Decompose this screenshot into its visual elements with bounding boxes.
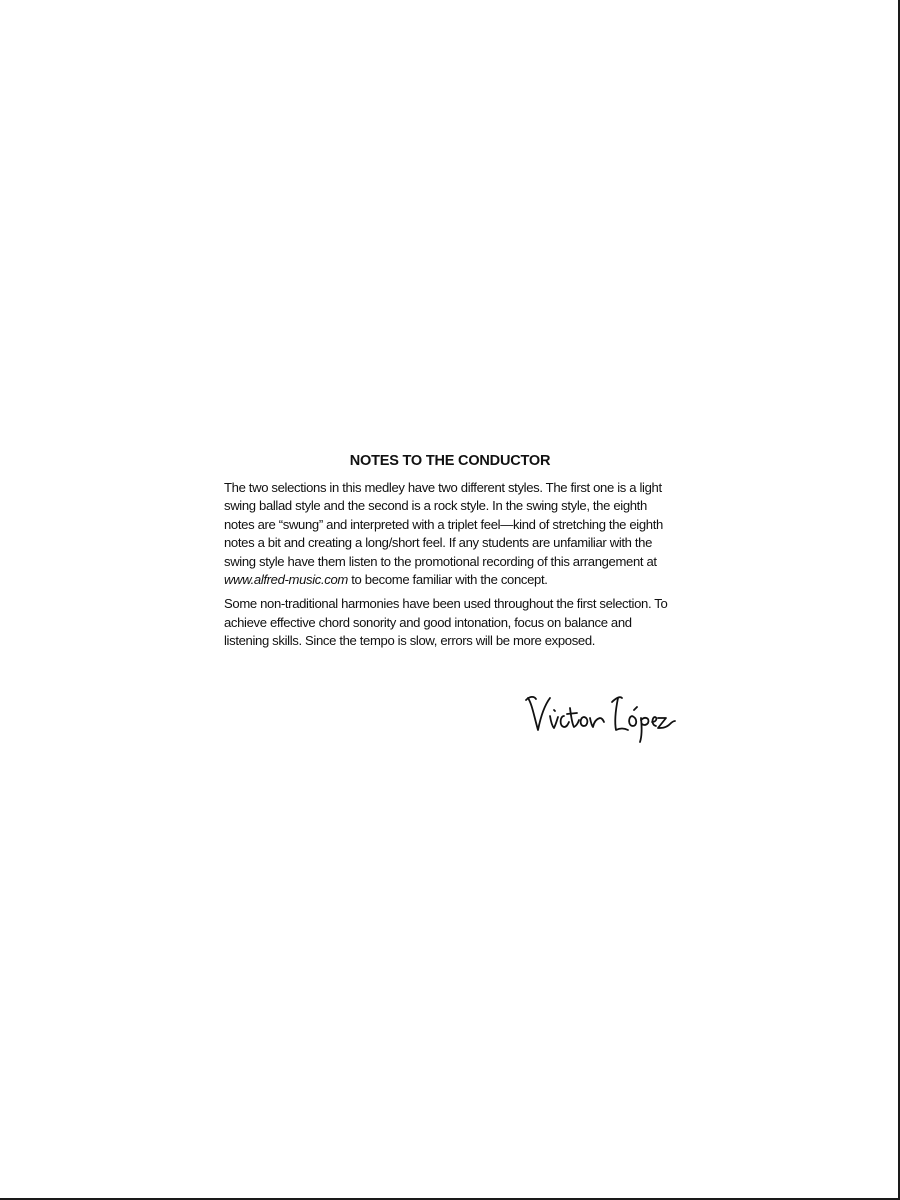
paragraph-1-text-end: to become familiar with the concept. <box>347 572 548 588</box>
notes-paragraph-1 <box>224 479 676 589</box>
website-link[interactable]: www.alfred-music.com <box>224 572 348 588</box>
notes-title: NOTES TO THE CONDUCTOR <box>349 453 551 469</box>
notes-paragraph-2: Some non-traditional harmonies have been used throughout the first selection. To achieve effective chord sonority and good intonation, focus on balance and listening skills. Since the tempo is slow, errors will be more exposed. <box>224 596 668 649</box>
signature-icon <box>524 690 676 746</box>
paragraph-1-text-start: The two selections in this medley have two different styles. The first one is a light swing ballad style and the second is a rock style. In the swing style, the eighth notes are “swung” and interpreted with a triplet feel—kind of stretching the eighth notes a bit and creating a long/short feel. If any students are unfamiliar with the swing style have them listen to the promotional recording of this arrangement at <box>224 480 663 569</box>
notes-section <box>224 452 676 657</box>
